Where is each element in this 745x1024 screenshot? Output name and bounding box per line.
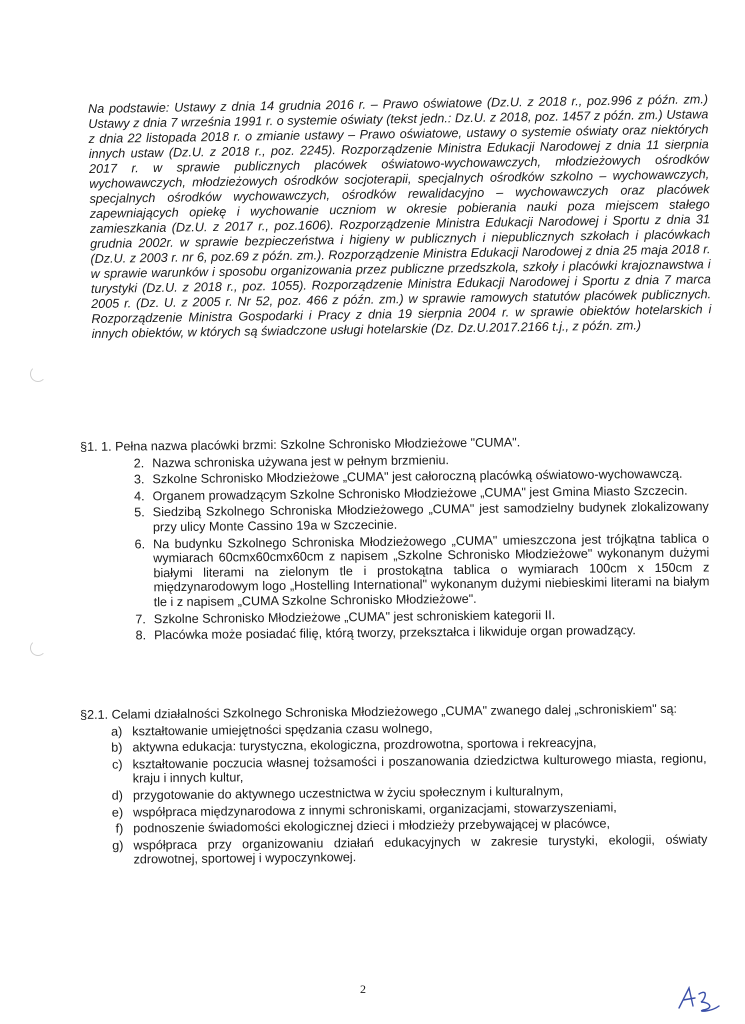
item-letter: e) xyxy=(111,805,124,820)
item-letter: f) xyxy=(115,821,124,836)
list-item xyxy=(81,531,722,611)
item-number: 8. xyxy=(135,628,147,643)
list-item xyxy=(81,832,721,868)
section-2-heading: §2.1. Celami działalności Szkolnego Schroniska Młodzieżowego „CUMA" zwanego dalej „schroniskiem" są: xyxy=(80,701,678,722)
item-text: Na budynku Szkolnego Schroniska Młodzieżowego „CUMA" umieszczona jest trójkątna tablica o wymiarach 60cmx60cmx60cm z napisem „Szkolne Schronisko Młodzieżowe" wykonanym dużymi białymi literami na zielonym tle i prostokątna tablica o wymiarach 100cm x 150cm z międzynarodowym logo „Hostelling International" wykonanym dużymi niebieskimi literami na białym tle i z napisem „CUMA Szkolne Schronisko Młodzieżowe". xyxy=(153,530,710,610)
item-letter: d) xyxy=(111,788,123,803)
item-text: kształtowanie umiejętności spędzania czasu wolnego, xyxy=(132,720,433,739)
binder-hole-mark xyxy=(30,366,46,382)
item-text: Siedzibą Szkolnego Schroniska Młodzieżowego „CUMA" jest samodzielny budynek zlokalizowany przy ulicy Monte Cassino 19a w Szczecinie. xyxy=(152,499,709,535)
legal-basis-paragraph: Na podstawie: Ustawy z dnia 14 grudnia 2016 r. – Prawo oświatowe (Dz.U. z 2018 r., poz.996 z późn. zm.) Ustawy z dnia 7 września 1991 r. o systemie oświaty (tekst jedn.: Dz.U. z 2018, poz. 1457 z późn. zm.) Ustawa z dnia 22 listopada 2018 r. o zmianie ustawy – Prawo oświatowe, ustawy o systemie oświaty oraz niektórych innych ustaw (Dz.U. z 2018 r., poz. 2245). Rozporządzenie Ministra Edukacji Narodowej z dnia 11 sierpnia 2017 r. w sprawie publicznych placówek oświatowo-wychowawczych, młodzieżowych ośrodków wychowawczych, młodzieżowych ośrodków socjoterapii, specjalnych ośrodków szkolno – wychowawczych, specjalnych ośrodków wychowawczych, ośrodków rewalidacyjno – wychowawczych oraz placówek zapewniających opiekę i wychowanie uczniom w okresie pobierania nauki poza miejscem stałego zamieszkania (Dz.U. z 2017 r., poz.1606). Rozporządzenie Ministra Edukacji Narodowej i Sportu z dnia 31 grudnia 2002r. w sprawie bezpieczeństwa i higieny w publicznych i niepublicznych szkołach i placówkach (Dz.U. z 2003 r. nr 6, poz.69 z późn. zm.). Rozporządzenie Ministra Edukacji Narodowej z dnia 25 maja 2018 r. w sprawie warunków i sposobu organizowania przez publiczne przedszkola, szkoły i placówki krajoznawstwa i turystyki (Dz.U. z 2018 r., poz. 1055). Rozporządzenie Ministra Edukacji Narodowej i Sportu z dnia 7 marca 2005 r. (Dz. U. z 2005 r. Nr 52, poz. 466 z późn. zm.) w sprawie ramowych statutów placówek publicznych. Rozporządzenie Ministra Gospodarki i Pracy z dnia 19 sierpnia 2004 r. w sprawie obiektów hotelarskich i innych obiektów, w których są świadczone usługi hotelarskie (Dz. Dz.U.2017.2166 t.j., z późn. zm.) xyxy=(88,92,712,341)
list-item xyxy=(81,500,721,536)
item-letter: c) xyxy=(112,757,123,772)
section-2 xyxy=(80,701,722,870)
item-number: 5. xyxy=(134,505,145,520)
item-text: współpraca przy organizowaniu działań edukacyjnych w zakresie turystyki, ekologii, oświaty zdrowotnej, sportowej i wypoczynkowej. xyxy=(133,832,708,867)
page-number: 2 xyxy=(360,982,366,996)
item-number: 4. xyxy=(134,489,145,504)
section-1-heading: §1. 1. Pełna nazwa placówki brzmi: Szkolne Schronisko Młodzieżowe "CUMA". xyxy=(80,435,521,454)
item-letter: b) xyxy=(111,740,123,755)
item-number: 2. xyxy=(133,455,145,471)
item-letter: a) xyxy=(110,724,123,739)
binder-hole-mark xyxy=(30,640,46,656)
item-number: 7. xyxy=(135,611,146,626)
section-1 xyxy=(80,433,722,645)
item-letter: g) xyxy=(112,838,124,853)
item-text: przygotowanie do aktywnego uczestnictwa w życiu społecznym i kulturalnym, xyxy=(132,783,564,803)
item-text: podnoszenie świadomości ekologicznej dzieci i młodzieży przebywającej w placówce, xyxy=(133,816,611,836)
item-text: Placówka może posiadać filię, którą tworzy, przekształca i likwiduje organ prowadzący. xyxy=(153,623,636,643)
list-item xyxy=(81,751,721,787)
item-text: aktywna edukacja: turystyczna, ekologiczna, prozdrowotna, sportowa i rekreacyjna, xyxy=(132,735,597,755)
item-text: kształtowanie poczucia własnej tożsamości i poszanowania dziedzictwa kulturowego miasta, regionu, kraju i innych kultur, xyxy=(132,751,707,786)
item-text: Nazwa schroniska używana jest w pełnym brzmieniu. xyxy=(152,452,450,470)
handwritten-initials-signature xyxy=(675,982,725,1014)
item-number: 3. xyxy=(133,472,145,487)
item-text: współpraca międzynarodowa z innymi schroniskami, organizacjami, stowarzyszeniami, xyxy=(133,799,617,820)
item-number: 6. xyxy=(134,536,146,551)
item-text: Organem prowadzącym Szkolne Schronisko Młodzieżowe „CUMA" jest Gmina Miasto Szczecin. xyxy=(152,483,688,504)
item-text: Szkolne Schronisko Młodzieżowe „CUMA" jest schroniskiem kategorii II. xyxy=(153,607,556,626)
item-text: Szkolne Schronisko Młodzieżowe „CUMA" jest całoroczną placówką oświatowo-wychowawczą. xyxy=(152,466,683,487)
